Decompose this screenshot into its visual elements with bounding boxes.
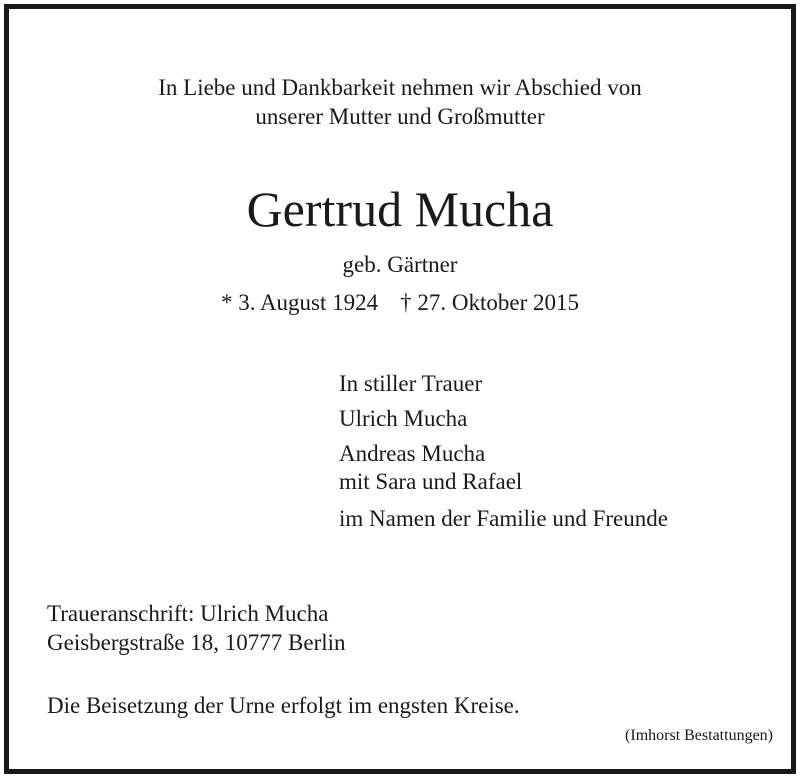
- mourner-ulrich: Ulrich Mucha: [339, 406, 468, 431]
- mourning-heading: In stiller Trauer: [339, 371, 483, 396]
- birth-date: * 3. August 1924: [220, 290, 379, 315]
- mourners-closing: im Namen der Familie und Freunde: [339, 506, 668, 531]
- obituary-notice: [4, 4, 796, 774]
- intro-line-2: unserer Mutter und Großmutter: [255, 104, 545, 129]
- address-line-2: Geisbergstraße 18, 10777 Berlin: [47, 630, 346, 655]
- burial-note: Die Beisetzung der Urne erfolgt im engsten Kreise.: [47, 693, 520, 718]
- undertaker-credit: (Imhorst Bestattungen): [625, 727, 773, 744]
- mourner-andreas-family: mit Sara und Rafael: [339, 469, 523, 494]
- life-dates: [9, 289, 791, 317]
- birth-name: geb. Gärtner: [342, 252, 458, 277]
- mourners-block: [339, 370, 668, 533]
- address-line-1: Traueranschrift: Ulrich Mucha: [47, 601, 329, 626]
- death-date: † 27. Oktober 2015: [400, 290, 580, 315]
- mourning-address: [47, 599, 346, 657]
- mourner-andreas: Andreas Mucha: [339, 441, 486, 466]
- intro-text: [9, 73, 791, 131]
- deceased-name: Gertrud Mucha: [246, 181, 554, 237]
- intro-line-1: In Liebe und Dankbarkeit nehmen wir Abschied von: [158, 75, 642, 100]
